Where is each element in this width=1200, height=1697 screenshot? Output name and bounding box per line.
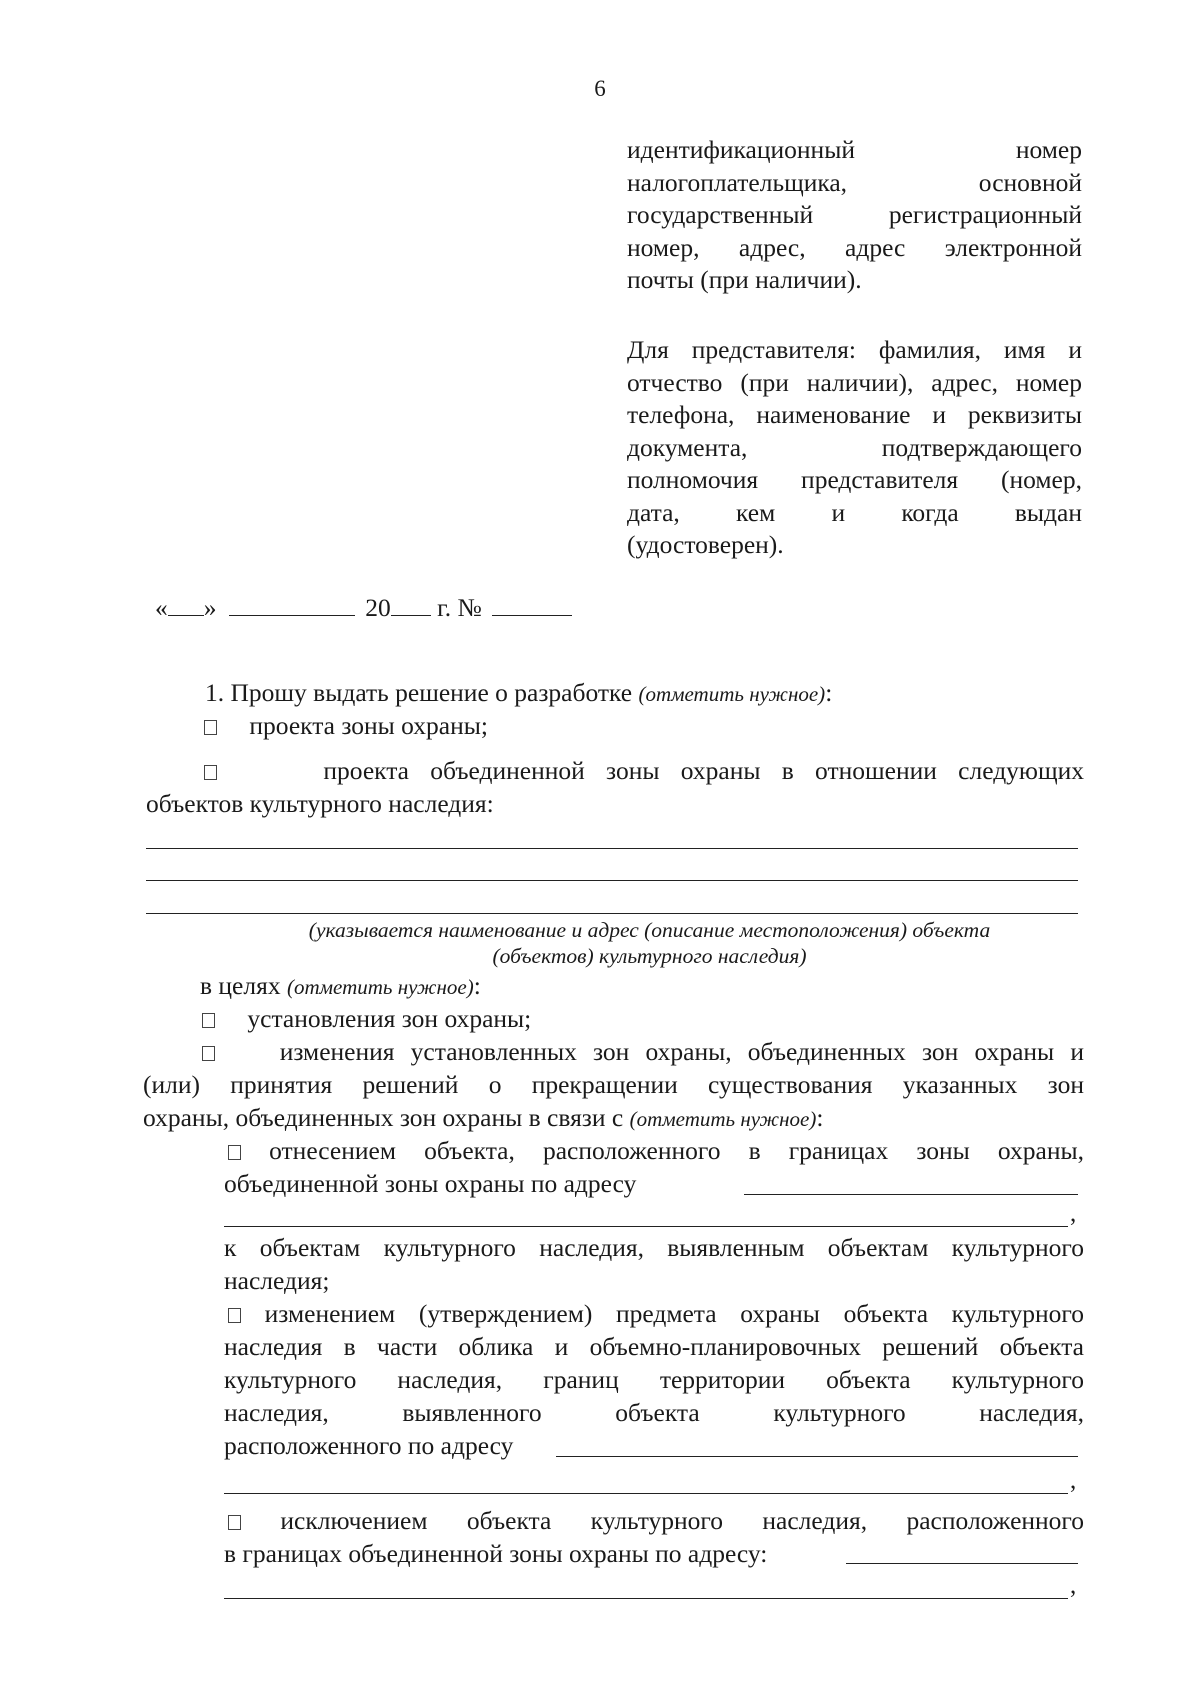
text-line: идентификационный номер <box>627 135 1082 164</box>
reason-2-line-2: наследия в части облика и объемно-планировочных решений объекта <box>224 1332 1084 1361</box>
day-blank[interactable] <box>168 593 204 616</box>
purpose-option-1 <box>202 1003 531 1036</box>
text-line: дата, кем и когда выдан <box>627 497 1082 527</box>
object-name-line-3[interactable] <box>146 913 1078 914</box>
number-label: г. № <box>437 593 482 622</box>
text-line: Для представителя: фамилия, имя и <box>627 335 1082 364</box>
text-line: полномочия представителя (номер, <box>627 465 1082 494</box>
caption-line: (объектов) культурного наследия) <box>492 944 807 968</box>
option-hint: (отметить нужное) <box>629 1107 817 1131</box>
reason-2-line-4: наследия, выявленного объекта культурного наследия, <box>224 1398 1084 1427</box>
colon: : <box>816 1103 824 1132</box>
text-line: отчество (при наличии), адрес, номер <box>627 367 1082 397</box>
applicant-info-paragraph-1 <box>627 134 1082 297</box>
request-option-1 <box>204 710 488 743</box>
text-line: налогоплательщика, основной <box>627 167 1082 197</box>
text-line: государственный регистрационный <box>627 200 1082 229</box>
request-intro <box>205 677 832 711</box>
reason-text: отнесением объекта, расположенного в границах зоны охраны, <box>269 1136 1085 1165</box>
reason-text: объединенной зоны охраны по адресу <box>224 1169 637 1198</box>
option-text: охраны, объединенных зон охраны в связи с <box>143 1103 624 1132</box>
purposes-intro-text: в целях <box>200 971 281 1000</box>
close-quote: » <box>203 593 217 622</box>
object-caption <box>252 917 1047 969</box>
purposes-intro <box>200 970 481 1004</box>
option-label: проекта зоны охраны; <box>249 711 488 740</box>
purpose-option-2-line-3 <box>143 1102 823 1136</box>
reason-2-line-3: культурного наследия, границ территории объекта культурного <box>224 1365 1084 1394</box>
reason-1-line-4: наследия; <box>224 1266 330 1295</box>
request-hint: (отметить нужное) <box>638 682 826 706</box>
date-line <box>155 593 572 623</box>
reason-1-line-2 <box>224 1168 636 1201</box>
colon: : <box>473 971 481 1000</box>
checkbox-reason-subject-change[interactable] <box>228 1308 241 1323</box>
open-quote: « <box>155 593 168 622</box>
reason-2-line-1 <box>228 1298 1084 1331</box>
reason-1-address-line-2[interactable] <box>224 1226 1068 1227</box>
request-option-2-line-2: объектов культурного наследия: <box>146 789 494 818</box>
reason-3-address-line-1[interactable] <box>846 1563 1078 1564</box>
year-blank[interactable] <box>391 593 431 616</box>
checkbox-combined-zone-project[interactable] <box>204 765 217 780</box>
reason-1-line-3: к объектам культурного наследия, выявленным объектам культурного <box>224 1233 1084 1262</box>
reason-2-address-line-2[interactable] <box>224 1493 1068 1494</box>
checkbox-establish-zones[interactable] <box>202 1013 215 1028</box>
option-label: проекта объединенной зоны охраны в отношении следующих <box>323 756 1084 785</box>
checkbox-reason-exclusion[interactable] <box>228 1515 241 1530</box>
purpose-option-2-line-2: (или) принятия решений о прекращении существования указанных зон <box>143 1070 1084 1099</box>
purposes-hint: (отметить нужное) <box>286 975 474 999</box>
reason-3-address-line-2[interactable] <box>224 1598 1068 1599</box>
checkbox-zone-project[interactable] <box>204 720 217 735</box>
text-line: номер, адрес, адрес электронной <box>627 232 1082 262</box>
comma: , <box>1070 1200 1077 1227</box>
number-blank[interactable] <box>492 593 572 616</box>
text-line: почты (при наличии). <box>627 265 862 294</box>
reason-1-line-1 <box>228 1135 1084 1168</box>
year-prefix: 20 <box>365 593 391 622</box>
reason-1-address-line-1[interactable] <box>744 1194 1078 1195</box>
text-line: телефона, наименование и реквизиты <box>627 400 1082 429</box>
comma: , <box>1070 1572 1077 1599</box>
option-label: изменения установленных зон охраны, объединенных зон охраны и <box>279 1037 1084 1066</box>
checkbox-reason-inclusion[interactable] <box>228 1145 241 1160</box>
text-line: документа, подтверждающего <box>627 432 1082 462</box>
colon: : <box>825 678 833 707</box>
reason-text: изменением (утверждением) предмета охраны объекта культурного <box>264 1299 1084 1328</box>
object-name-line-2[interactable] <box>146 880 1078 881</box>
comma: , <box>1070 1467 1077 1494</box>
page-number: 6 <box>594 76 606 101</box>
checkbox-change-zones[interactable] <box>202 1046 215 1061</box>
request-option-2-line-1 <box>204 755 1084 788</box>
reason-text: исключением объекта культурного наследия, расположенного <box>280 1506 1084 1535</box>
reason-3-line-2: в границах объединенной зоны охраны по адресу: <box>224 1539 768 1568</box>
month-blank[interactable] <box>229 593 355 616</box>
purpose-option-2-line-1 <box>202 1036 1084 1069</box>
request-intro-text: 1. Прошу выдать решение о разработке <box>205 678 633 707</box>
reason-2-address-line-1[interactable] <box>556 1456 1078 1457</box>
option-label: установления зон охраны; <box>247 1004 532 1033</box>
applicant-info-paragraph-2 <box>627 334 1082 562</box>
reason-3-line-1 <box>228 1505 1084 1538</box>
text-line: (удостоверен). <box>627 530 784 559</box>
caption-line: (указывается наименование и адрес (описание местоположения) объекта <box>308 918 991 942</box>
reason-2-line-5: расположенного по адресу <box>224 1431 514 1460</box>
object-name-line-1[interactable] <box>146 848 1078 849</box>
